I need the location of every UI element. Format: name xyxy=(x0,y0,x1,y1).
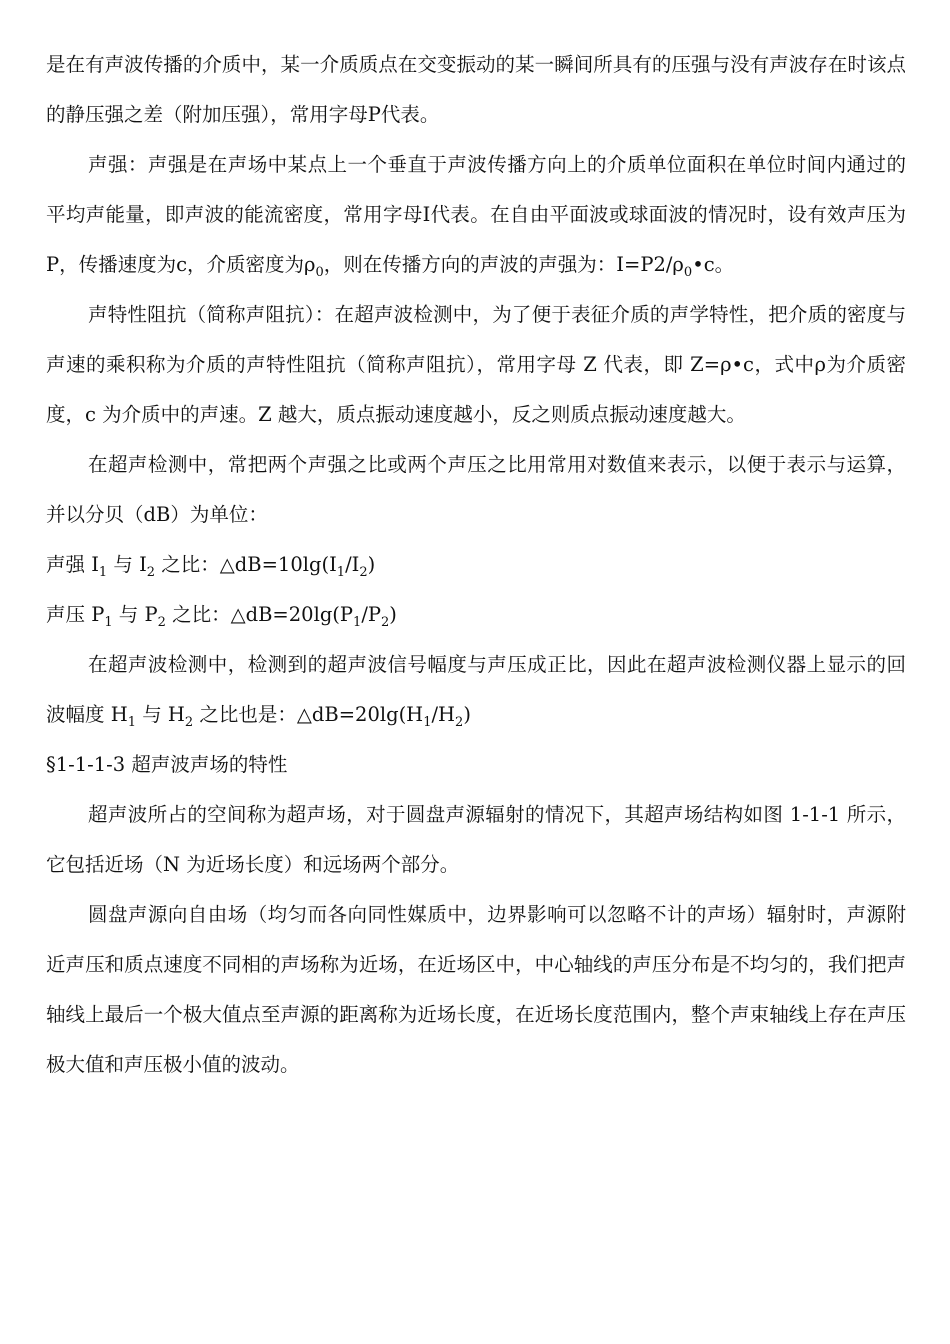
formula-pressure-ratio: 声压 $P_1$ 与 $P_2$ 之比：$\triangle dB=20\lg(P_1/P_2)$ xyxy=(46,603,397,630)
formula-intensity-ratio: 声强 $I_1$ 与 $I_2$ 之比：$\triangle dB=10\lg(I_1/I_2)$ xyxy=(46,553,376,580)
section-heading: §1-1-1-3 超声波声场的特性 xyxy=(46,753,288,776)
paragraph-near-field: 圆盘声源向自由场（均匀而各向同性媒质中，边界影响可以忽略不计的声场）辐射时，声源附近声压和质点速度不同相的声场称为近场，在近场区中，中心轴线的声压分布是不均匀的，我们把声轴线上最后一个极大值点至声源的距离称为近场长度，在近场长度范围内，整个声束轴线上存在声压极大值和声压极小值的波动。 xyxy=(46,903,906,1076)
paragraph-acoustic-pressure-continued: 是在有声波传播的介质中，某一介质质点在交变振动的某一瞬间所具有的压强与没有声波存在时该点的静压强之差（附加压强），常用字母P代表。 xyxy=(46,53,906,126)
paragraph-sound-intensity: 声强：声强是在声场中某点上一个垂直于声波传播方向上的介质单位面积在单位时间内通过的平均声能量，即声波的能流密度，常用字母I代表。在自由平面波或球面波的情况时，设有效声压为P，传播速度为c，介质密度为$\rho_0$，则在传播方向的声波的声强为：$I=P2/\rho_0•c$。 xyxy=(46,153,906,280)
paragraph-decibel-intro: 在超声检测中，常把两个声强之比或两个声压之比用常用对数值来表示，以便于表示与运算，并以分贝（dB）为单位： xyxy=(46,453,906,526)
paragraph-acoustic-impedance: 声特性阻抗（简称声阻抗）：在超声波检测中，为了便于表征介质的声学特性，把介质的密度与声速的乘积称为介质的声特性阻抗（简称声阻抗），常用字母 Z 代表，即 Z=ρ•c，式中ρ为介质密度，c 为介质中的声速。Z 越大，质点振动速度越小，反之则质点振动速度越大。 xyxy=(46,303,906,426)
paragraph-echo-amplitude: 在超声波检测中，检测到的超声波信号幅度与声压成正比，因此在超声波检测仪器上显示的回波幅度 $H_1$ 与 $H_2$ 之比也是：$\triangle dB=20\lg(H_1/H_2)$ xyxy=(46,653,906,730)
document-page xyxy=(46,40,906,1090)
paragraph-sound-field: 超声波所占的空间称为超声场，对于圆盘声源辐射的情况下，其超声场结构如图 1-1-1 所示，它包括近场（N 为近场长度）和远场两个部分。 xyxy=(46,803,906,876)
